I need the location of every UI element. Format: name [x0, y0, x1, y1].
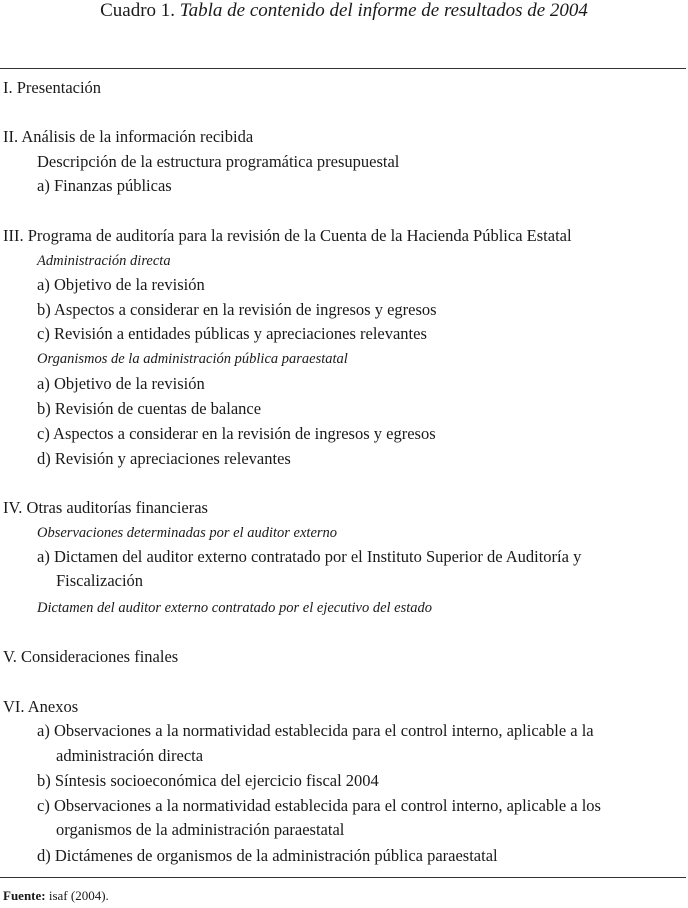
list-item: d) Dictámenes de organismos de la administración pública paraestatal: [37, 846, 498, 865]
list-item: c) Observaciones a la normatividad establecida para el control interno, aplicable a los: [37, 796, 601, 815]
list-item: a) Dictamen del auditor externo contratado por el Instituto Superior de Auditoría y: [37, 547, 582, 566]
caption-label: Cuadro 1.: [100, 0, 176, 21]
list-item: b) Revisión de cuentas de balance: [37, 399, 262, 418]
section-heading-ii: II. Análisis de la información recibida: [3, 127, 254, 146]
table-caption: [0, 0, 688, 22]
list-item: a) Objetivo de la revisión: [37, 374, 205, 393]
section-heading-vi: VI. Anexos: [3, 697, 79, 716]
top-rule: [0, 68, 686, 69]
list-item: a) Finanzas públicas: [37, 176, 172, 195]
caption-title: Tabla de contenido del informe de resultados de 2004: [179, 0, 588, 21]
bottom-rule: [0, 877, 686, 878]
list-item: d) Revisión y apreciaciones relevantes: [37, 449, 291, 468]
section-heading-v: V. Consideraciones finales: [3, 647, 179, 666]
subheading: Organismos de la administración pública paraestatal: [37, 351, 348, 367]
list-item: c) Revisión a entidades públicas y apreciaciones relevantes: [37, 324, 427, 343]
list-item-continuation: administración directa: [56, 746, 204, 765]
source-note: [3, 888, 109, 904]
section-heading-iii: III. Programa de auditoría para la revisión de la Cuenta de la Hacienda Pública Estatal: [3, 226, 572, 245]
list-item: a) Observaciones a la normatividad establecida para el control interno, aplicable a la: [37, 721, 594, 740]
list-item: Descripción de la estructura programática presupuestal: [37, 152, 400, 171]
list-item: b) Aspectos a considerar en la revisión de ingresos y egresos: [37, 300, 437, 319]
source-label: Fuente:: [3, 888, 46, 903]
section-heading-iv: IV. Otras auditorías financieras: [3, 498, 208, 517]
list-item-continuation: organismos de la administración paraestatal: [56, 820, 345, 839]
list-item: c) Aspectos a considerar en la revisión de ingresos y egresos: [37, 424, 436, 443]
subheading: Administración directa: [37, 253, 171, 269]
section-heading-i: I. Presentación: [3, 78, 102, 97]
list-item-continuation: Fiscalización: [56, 571, 144, 590]
subheading: Dictamen del auditor externo contratado por el ejecutivo del estado: [37, 600, 433, 616]
source-text: isaf (2004).: [48, 888, 109, 903]
list-item: b) Síntesis socioeconómica del ejercicio fiscal 2004: [37, 771, 379, 790]
list-item: a) Objetivo de la revisión: [37, 275, 205, 294]
subheading: Observaciones determinadas por el auditor externo: [37, 525, 338, 541]
